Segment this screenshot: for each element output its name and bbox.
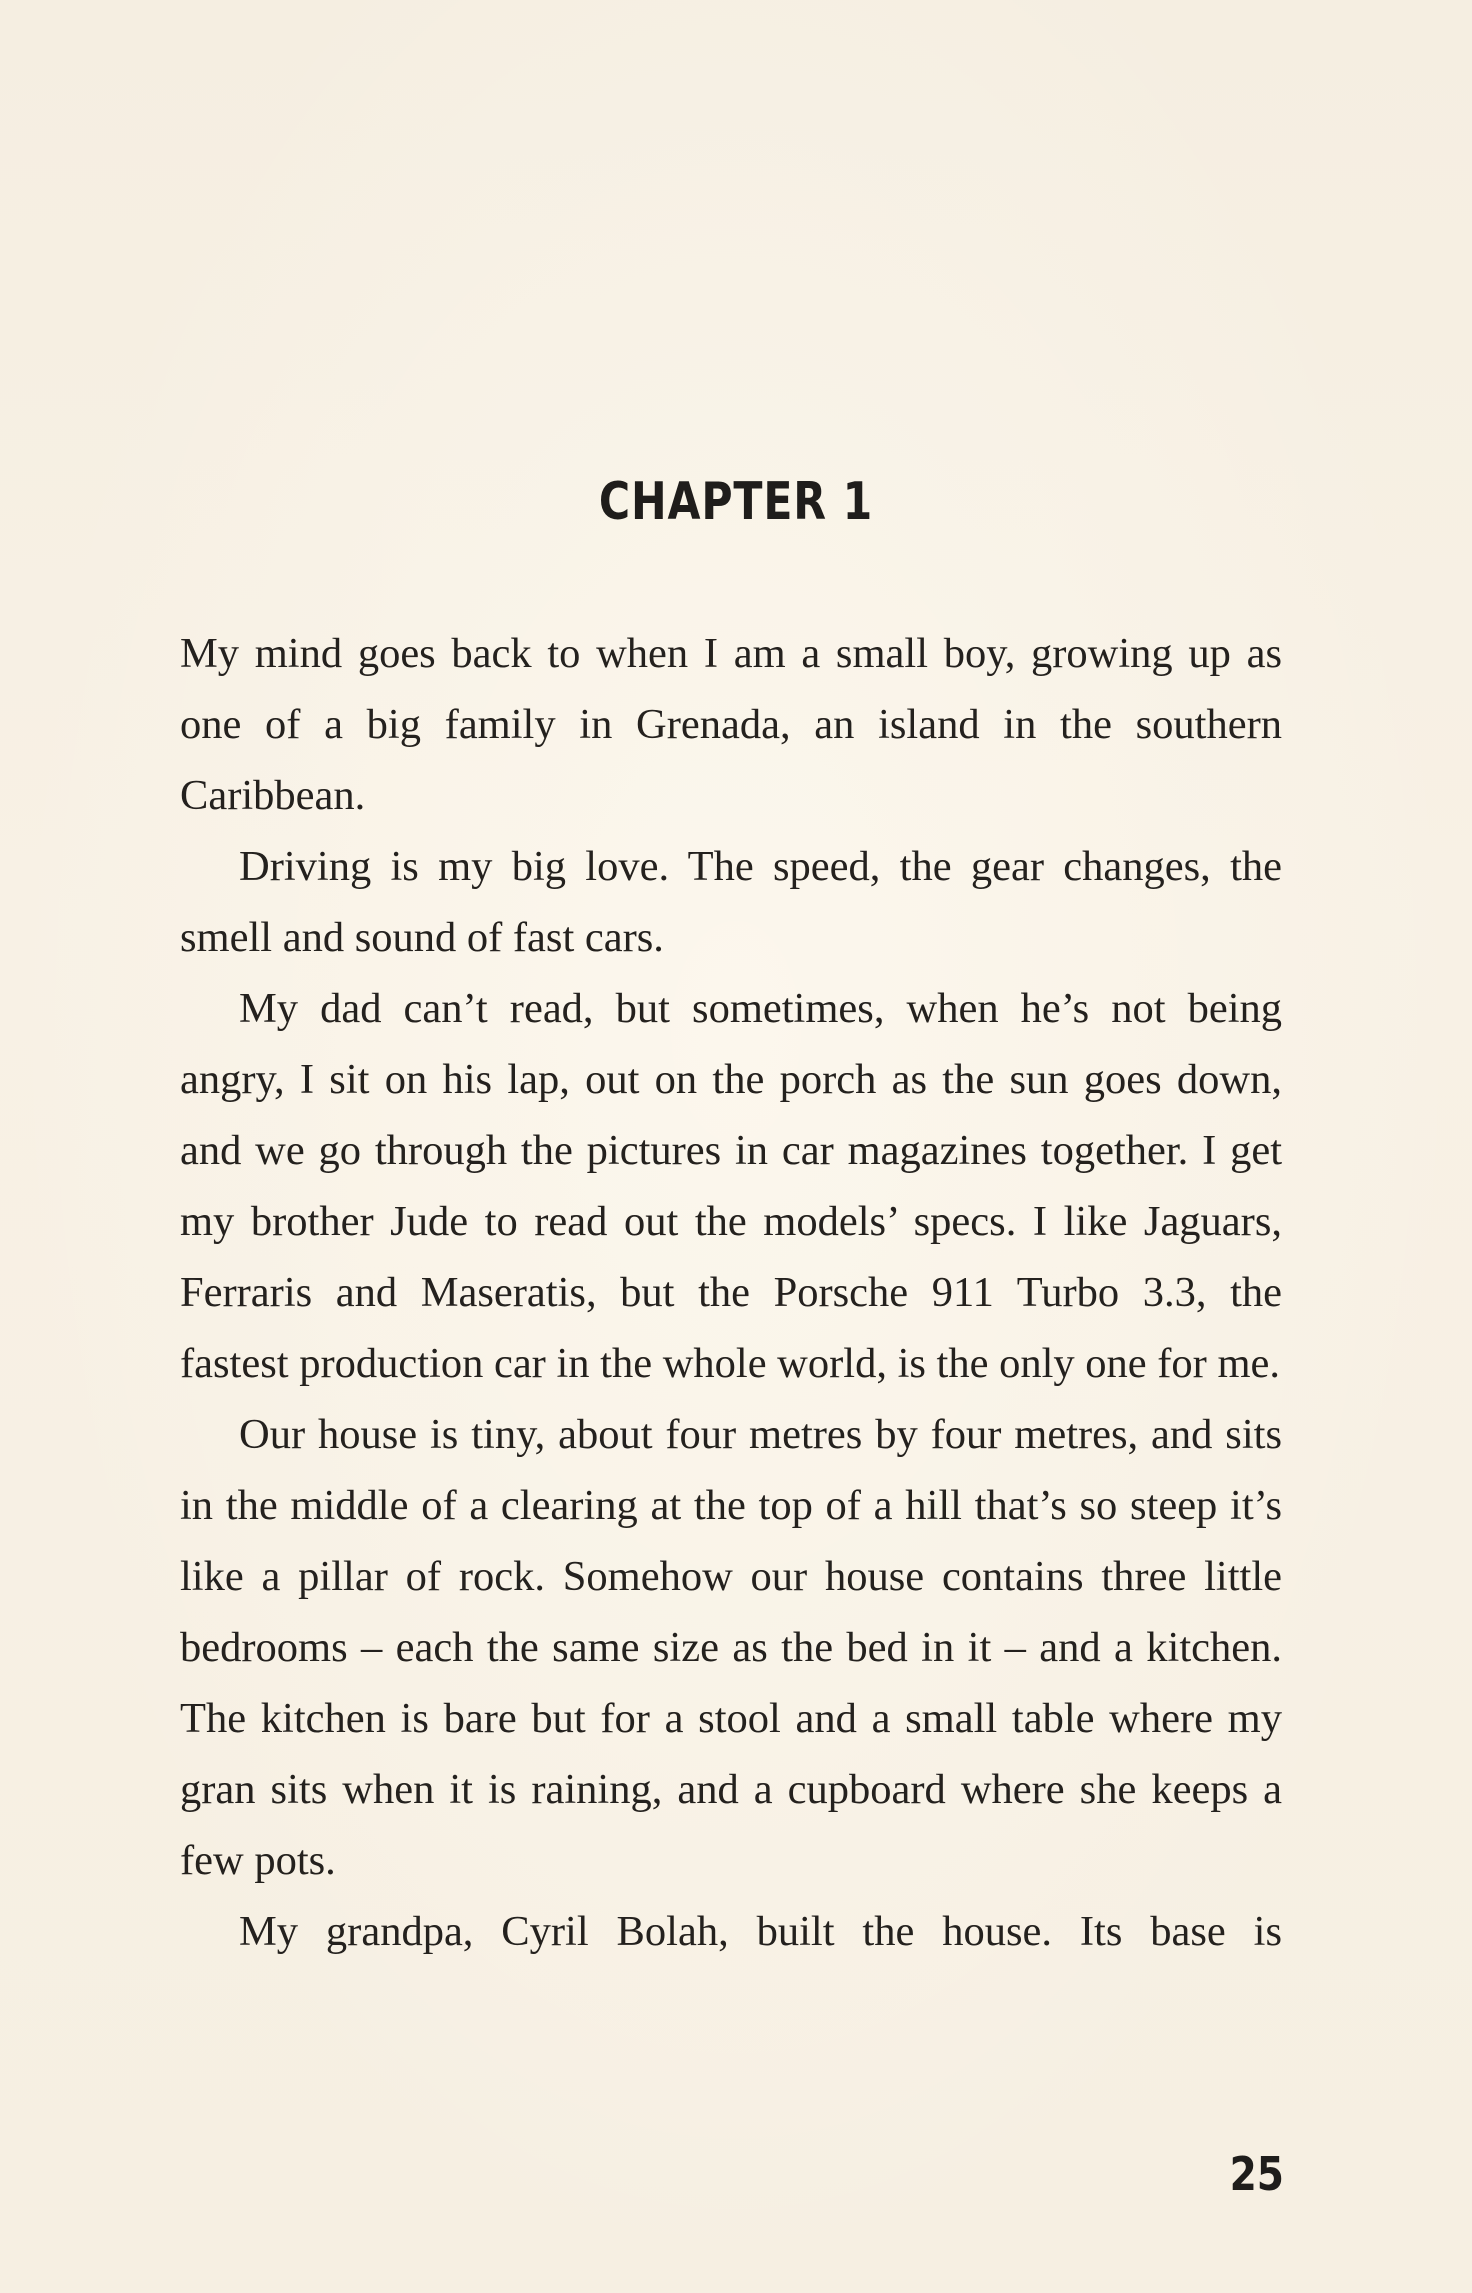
paragraph: My mind goes back to when I am a small boy, growing up as one of a big family in Grenada, an island in the southern Caribbean. xyxy=(180,630,1282,819)
paragraph: My dad can’t read, but sometimes, when he’s not being angry, I sit on his lap, out on the porch as the sun goes down, and we go through the pictures in car magazines together. I get my brother Jude to read out the models’ specs. I like Jaguars, Ferraris and Maseratis, but the Porsche 911 Turbo 3.3, the fastest production car in the whole world, is the only one for me. xyxy=(180,985,1282,1387)
chapter-heading: CHAPTER 1 xyxy=(598,472,874,532)
paragraph: My grandpa, Cyril Bolah, built the house. Its base is xyxy=(239,1908,1282,1955)
paragraph: Driving is my big love. The speed, the gear changes, the smell and sound of fast cars. xyxy=(180,843,1282,961)
paragraph: Our house is tiny, about four metres by four metres, and sits in the middle of a clearing at the top of a hill that’s so steep it’s like a pillar of rock. Somehow our house contains three little bedrooms – each the same size as the bed in it – and a kitchen. The kitchen is bare but for a stool and a small table where my gran sits when it is raining, and a cupboard where she keeps a few pots. xyxy=(180,1411,1282,1884)
chapter-body xyxy=(180,618,1282,1967)
page-number: 25 xyxy=(1229,2147,1284,2201)
